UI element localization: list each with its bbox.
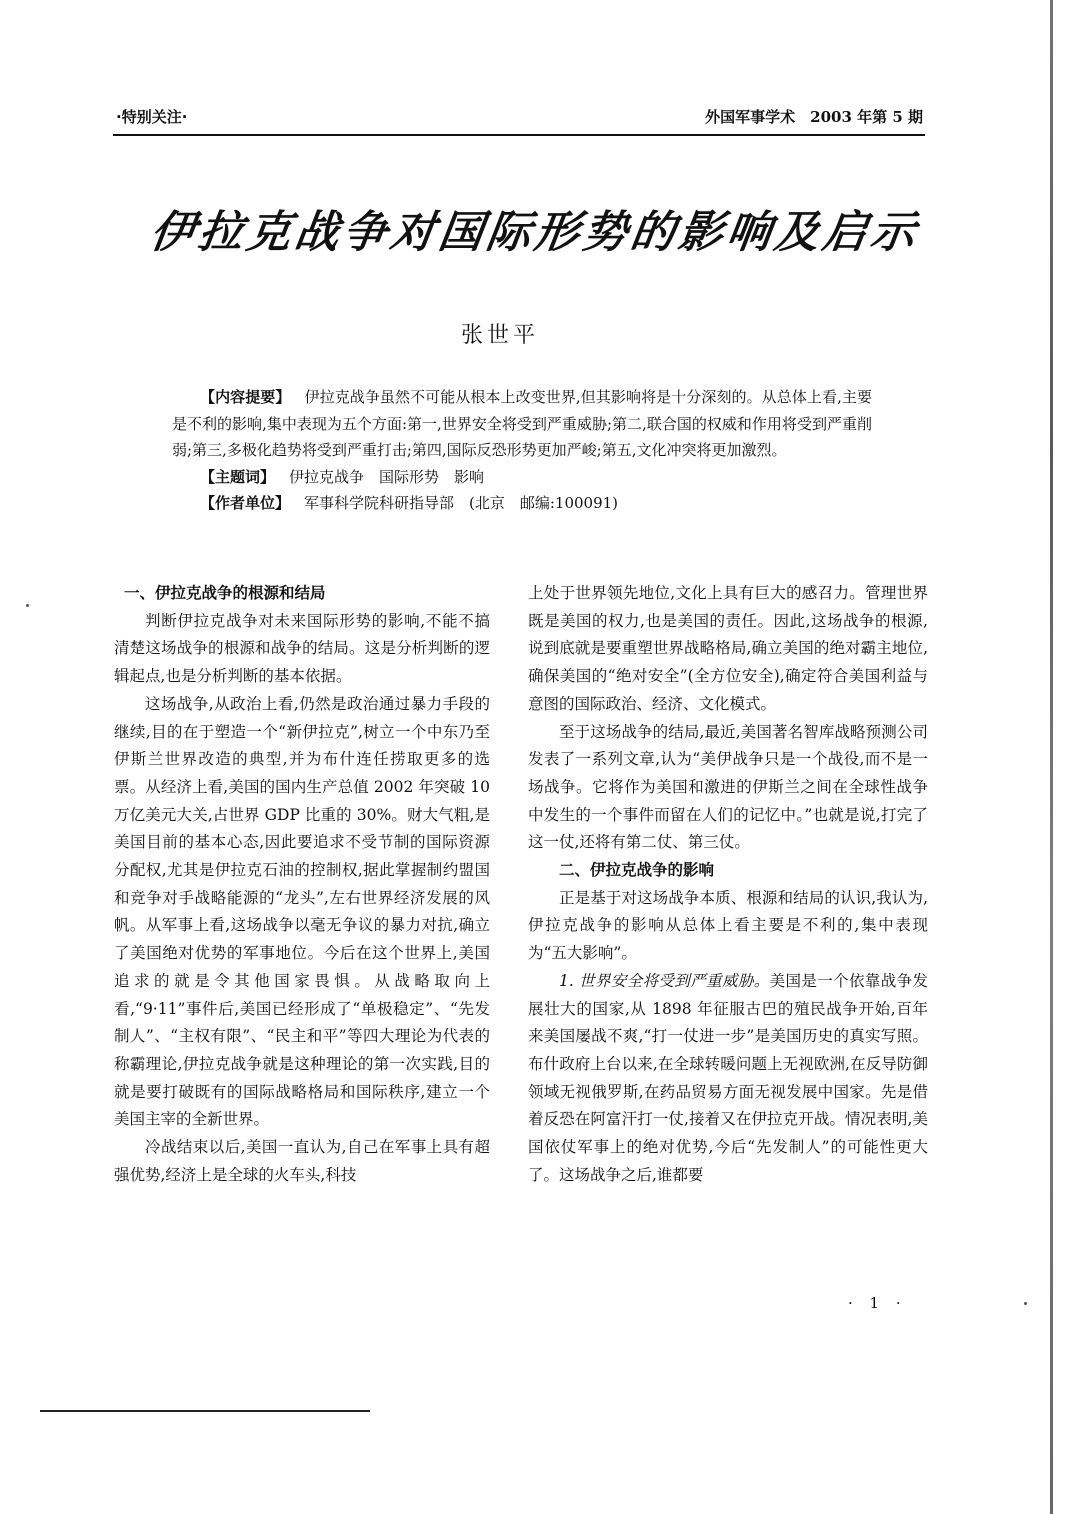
section-heading-1: 一、伊拉克战争的根源和结局 <box>124 584 326 602</box>
author-unit-row <box>172 490 872 517</box>
abstract-text: 伊拉克战争虽然不可能从根本上改变世界,但其影响将是十分深刻的。从总体上看,主要是不利的影响,集中表现为五个方面:第一,世界安全将受到严重威胁;第二,联合国的权威和作用将受到严重削弱;第三,多极化趋势将受到严重打击;第四,国际反恐形势更加严峻;第五,文化冲突将更加激烈。 <box>172 388 872 459</box>
body-paragraph: 判断伊拉克战争对未来国际形势的影响,不能不搞清楚这场战争的根源和战争的结局。这是分析判断的逻辑起点,也是分析判断的基本依据。 <box>114 611 490 686</box>
body-paragraph: 至于这场战争的结局,最近,美国著名智库战略预测公司发表了一系列文章,认为“美伊战争只是一个战役,而不是一场战争。它将作为美国和激进的伊斯兰之间在全球性战争中发生的一个事件而留在人们的记忆中。”也就是说,打完了这一仗,还将有第二仗、第三仗。 <box>528 722 928 852</box>
point-text: 美国是一个依靠战争发展壮大的国家,从 1898 年征服古巴的殖民战争开始,百年来美国屡战不爽,“打一仗进一步”是美国历史的真实写照。布什政府上台以来,在全球转暖问题上无视欧洲,在反导防御领域无视俄罗斯,在药品贸易方面无视发展中国家。先是借着反恐在阿富汗打一仗,接着又在伊拉克开战。情况表明,美国依仗军事上的绝对优势,今后“先发制人”的可能性更大了。这场战争之后,谁都要 <box>528 971 928 1184</box>
body-paragraph: 正是基于对这场战争本质、根源和结局的认识,我认为,伊拉克战争的影响从总体上看主要是不利的,集中表现为“五大影响”。 <box>528 888 928 963</box>
keywords-row <box>172 464 872 491</box>
body-paragraph: 冷战结束以后,美国一直认为,自己在军事上具有超强优势,经济上是全球的火车头,科技 <box>114 1138 490 1184</box>
page-number: · 1 · <box>848 1294 907 1312</box>
abstract-label: 【内容提要】 <box>200 388 291 406</box>
header-rule <box>113 134 925 136</box>
abstract-block <box>172 384 872 517</box>
abstract-paragraph <box>172 384 872 464</box>
footnote-rule <box>40 1410 370 1412</box>
body-paragraph: 这场战争,从政治上看,仍然是政治通过暴力手段的继续,目的在于塑造一个“新伊拉克”,树立一个中东乃至伊斯兰世界改造的典型,并为布什连任捞取更多的选票。从经济上看,美国的国内生产总值 2002 年突破 10 万亿美元大关,占世界 GDP 比重的 30%。财大气粗,是美国目前的基本心态,因此要追求不受节制的国际资源分配权,尤其是伊拉克石油的控制权,据此掌握制约盟国和竞争对手战略能源的“龙头”,左右世界经济发展的风帆。从军事上看,这场战争以毫无争议的暴力对抗,确立了美国绝对优势的军事地位。今后在这个世界上,美国追求的就是令其他国家畏惧。从战略取向上看,“9·11”事件后,美国已经形成了“单极稳定”、“先发制人”、“主权有限”、“民主和平”等四大理论为代表的称霸理论,伊拉克战争就是这种理论的第一次实践,目的就是要打破既有的国际战略格局和国际秩序,建立一个美国主宰的全新世界。 <box>114 694 490 1129</box>
author-unit-text: 军事科学院科研指导部 (北京 邮编:100091) <box>304 494 619 512</box>
scan-speck <box>26 604 29 607</box>
body-paragraph <box>528 968 928 1190</box>
author-unit-label: 【作者单位】 <box>200 494 291 512</box>
body-column-right <box>528 580 928 1189</box>
article-author: 张世平 <box>460 323 539 348</box>
section-heading-2: 二、伊拉克战争的影响 <box>559 861 715 880</box>
section-label: ·特别关注· <box>116 108 188 126</box>
point-lead: 1. 世界安全将受到严重威胁。 <box>559 971 770 990</box>
journal-issue: 外国军事学术 2003 年第 5 期 <box>705 108 923 126</box>
keywords-text: 伊拉克战争 国际形势 影响 <box>289 467 485 486</box>
body-paragraph-continued: 上处于世界领先地位,文化上具有巨大的感召力。管理世界既是美国的权力,也是美国的责任。因此,这场战争的根源,说到底就是要重塑世界战略格局,确立美国的绝对霸主地位,确保美国的“绝对安全”(全方位安全),确定符合美国利益与意图的国际政治、经济、文化模式。 <box>528 584 928 713</box>
body-column-left <box>114 580 490 1189</box>
keywords-label: 【主题词】 <box>200 467 276 486</box>
article-title: 伊拉克战争对国际形势的影响及启示 <box>147 207 923 258</box>
scan-speck <box>1024 1302 1027 1305</box>
